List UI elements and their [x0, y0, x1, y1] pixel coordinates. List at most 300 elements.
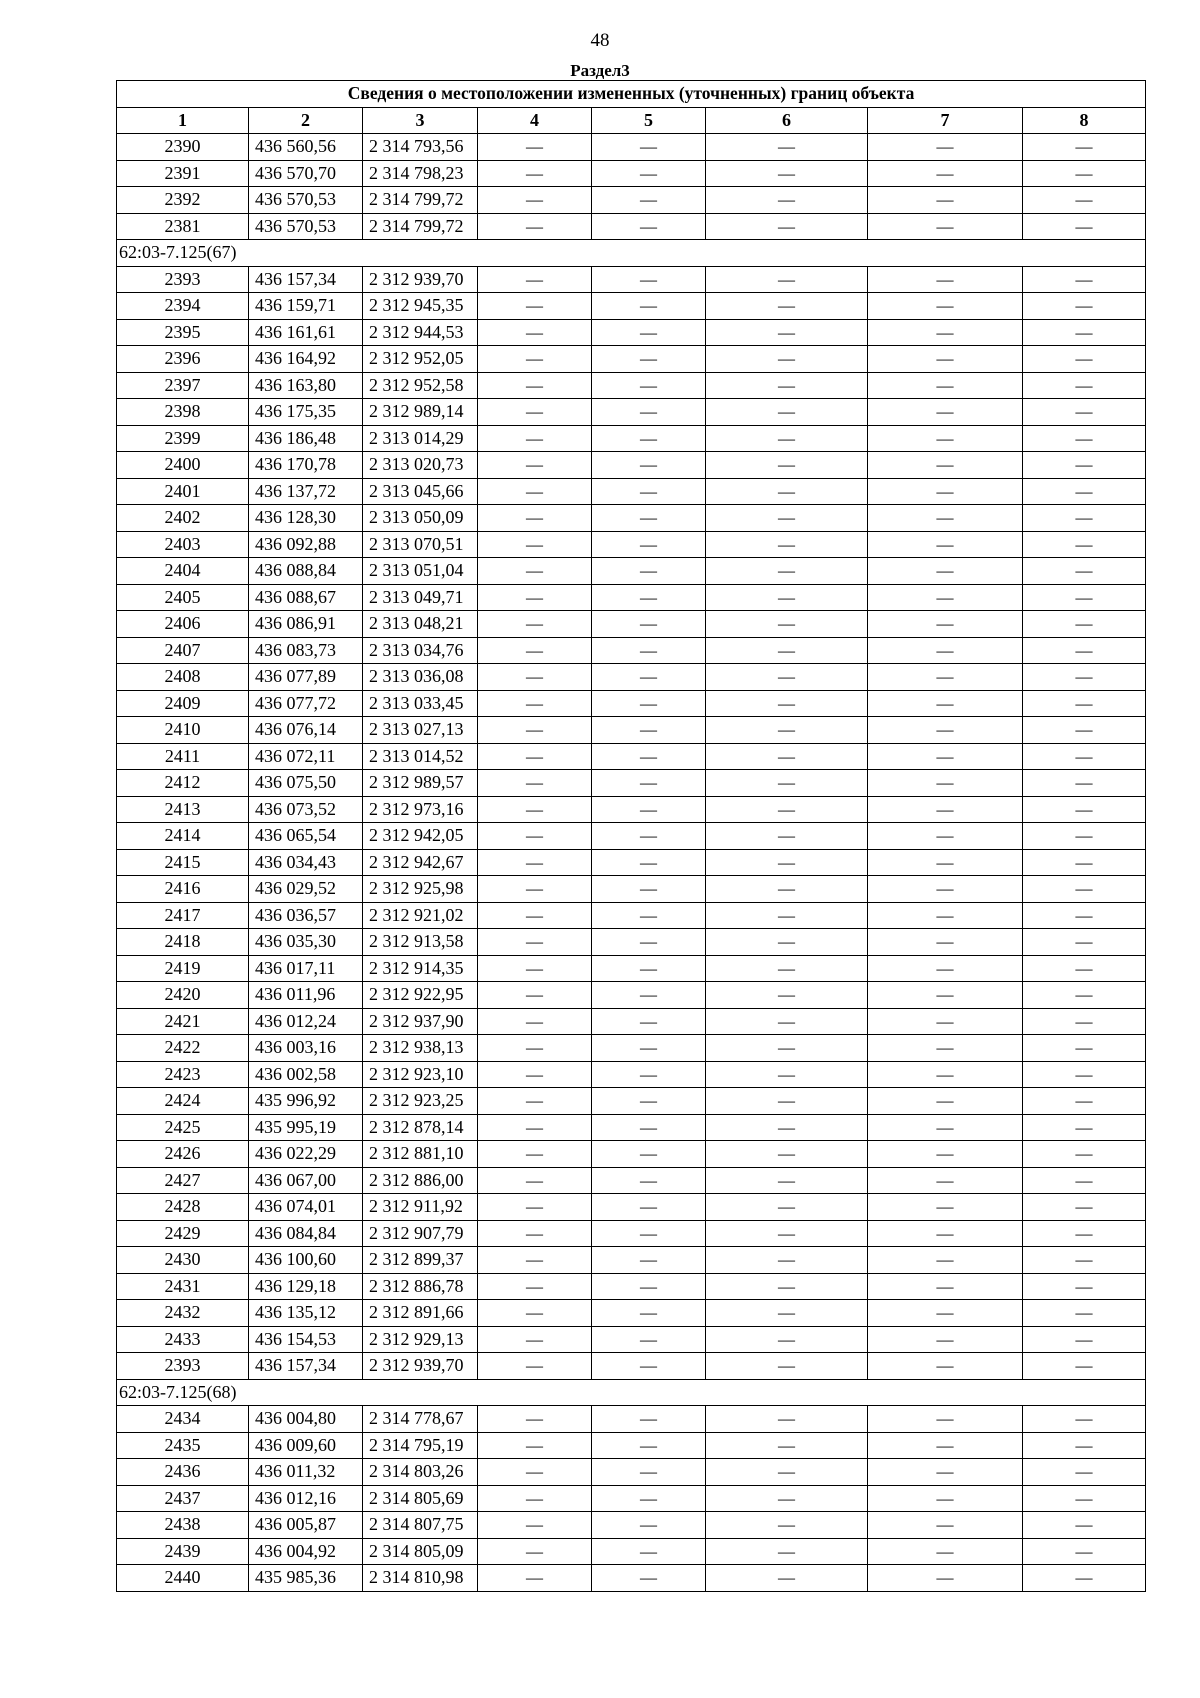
- y-coordinate-cell: 2 312 945,35: [363, 293, 478, 320]
- empty-value-dash: —: [592, 1300, 706, 1327]
- empty-value-dash: —: [868, 1220, 1023, 1247]
- empty-value-dash: —: [706, 823, 868, 850]
- empty-value-dash: —: [868, 372, 1023, 399]
- x-coordinate-cell: 436 161,61: [249, 319, 363, 346]
- empty-value-dash: —: [868, 531, 1023, 558]
- empty-value-dash: —: [592, 955, 706, 982]
- table-row: [117, 743, 1146, 770]
- x-coordinate-cell: 436 004,80: [249, 1406, 363, 1433]
- x-coordinate-cell: 436 135,12: [249, 1300, 363, 1327]
- section-title: Раздел3: [570, 61, 630, 80]
- empty-value-dash: —: [706, 399, 868, 426]
- empty-value-dash: —: [592, 611, 706, 638]
- x-coordinate-cell: 436 067,00: [249, 1167, 363, 1194]
- empty-value-dash: —: [868, 399, 1023, 426]
- empty-value-dash: —: [1023, 1008, 1146, 1035]
- table-row: [117, 611, 1146, 638]
- empty-value-dash: —: [868, 1353, 1023, 1380]
- y-coordinate-cell: 2 313 036,08: [363, 664, 478, 691]
- empty-value-dash: —: [592, 160, 706, 187]
- empty-value-dash: —: [592, 1273, 706, 1300]
- table-row: [117, 346, 1146, 373]
- empty-value-dash: —: [1023, 425, 1146, 452]
- empty-value-dash: —: [706, 796, 868, 823]
- y-coordinate-cell: 2 314 778,67: [363, 1406, 478, 1433]
- y-coordinate-cell: 2 312 921,02: [363, 902, 478, 929]
- empty-value-dash: —: [868, 452, 1023, 479]
- empty-value-dash: —: [478, 399, 592, 426]
- empty-value-dash: —: [478, 1485, 592, 1512]
- x-coordinate-cell: 436 164,92: [249, 346, 363, 373]
- empty-value-dash: —: [592, 372, 706, 399]
- empty-value-dash: —: [1023, 1273, 1146, 1300]
- empty-value-dash: —: [1023, 1220, 1146, 1247]
- empty-value-dash: —: [868, 1167, 1023, 1194]
- empty-value-dash: —: [478, 1300, 592, 1327]
- empty-value-dash: —: [478, 690, 592, 717]
- column-header-row: [117, 107, 1146, 134]
- empty-value-dash: —: [478, 637, 592, 664]
- column-header: 5: [592, 107, 706, 134]
- empty-value-dash: —: [592, 266, 706, 293]
- table-row: [117, 160, 1146, 187]
- table-row: [117, 1406, 1146, 1433]
- empty-value-dash: —: [1023, 637, 1146, 664]
- point-number-cell: 2415: [117, 849, 249, 876]
- point-number-cell: 2435: [117, 1432, 249, 1459]
- empty-value-dash: —: [592, 1459, 706, 1486]
- empty-value-dash: —: [868, 876, 1023, 903]
- y-coordinate-cell: 2 314 799,72: [363, 187, 478, 214]
- empty-value-dash: —: [868, 770, 1023, 797]
- empty-value-dash: —: [706, 1167, 868, 1194]
- point-number-cell: 2398: [117, 399, 249, 426]
- empty-value-dash: —: [1023, 1565, 1146, 1592]
- empty-value-dash: —: [868, 1273, 1023, 1300]
- empty-value-dash: —: [478, 346, 592, 373]
- empty-value-dash: —: [1023, 452, 1146, 479]
- empty-value-dash: —: [592, 1008, 706, 1035]
- table-row: [117, 929, 1146, 956]
- table-row: [117, 1538, 1146, 1565]
- point-number-cell: 2397: [117, 372, 249, 399]
- table-row: [117, 505, 1146, 532]
- empty-value-dash: —: [1023, 531, 1146, 558]
- table-row: [117, 1512, 1146, 1539]
- empty-value-dash: —: [478, 425, 592, 452]
- empty-value-dash: —: [868, 611, 1023, 638]
- empty-value-dash: —: [868, 823, 1023, 850]
- table-row: [117, 134, 1146, 161]
- column-header: 7: [868, 107, 1023, 134]
- y-coordinate-cell: 2 312 914,35: [363, 955, 478, 982]
- y-coordinate-cell: 2 312 989,57: [363, 770, 478, 797]
- x-coordinate-cell: 436 129,18: [249, 1273, 363, 1300]
- empty-value-dash: —: [592, 1088, 706, 1115]
- point-number-cell: 2425: [117, 1114, 249, 1141]
- table-row: [117, 1141, 1146, 1168]
- empty-value-dash: —: [868, 982, 1023, 1009]
- point-number-cell: 2412: [117, 770, 249, 797]
- empty-value-dash: —: [706, 266, 868, 293]
- empty-value-dash: —: [1023, 372, 1146, 399]
- empty-value-dash: —: [1023, 1485, 1146, 1512]
- parcel-group-label: 62:03-7.125(68): [117, 1379, 1146, 1406]
- point-number-cell: 2427: [117, 1167, 249, 1194]
- empty-value-dash: —: [868, 1114, 1023, 1141]
- x-coordinate-cell: 436 065,54: [249, 823, 363, 850]
- group-row: [117, 1379, 1146, 1406]
- empty-value-dash: —: [706, 982, 868, 1009]
- table-row: [117, 1326, 1146, 1353]
- empty-value-dash: —: [706, 1300, 868, 1327]
- empty-value-dash: —: [1023, 134, 1146, 161]
- point-number-cell: 2419: [117, 955, 249, 982]
- empty-value-dash: —: [1023, 293, 1146, 320]
- empty-value-dash: —: [1023, 558, 1146, 585]
- table-row: [117, 1008, 1146, 1035]
- empty-value-dash: —: [868, 478, 1023, 505]
- table-row: [117, 531, 1146, 558]
- empty-value-dash: —: [592, 213, 706, 240]
- empty-value-dash: —: [706, 584, 868, 611]
- point-number-cell: 2416: [117, 876, 249, 903]
- empty-value-dash: —: [706, 1008, 868, 1035]
- empty-value-dash: —: [706, 876, 868, 903]
- x-coordinate-cell: 435 996,92: [249, 1088, 363, 1115]
- y-coordinate-cell: 2 312 881,10: [363, 1141, 478, 1168]
- empty-value-dash: —: [1023, 1300, 1146, 1327]
- table-row: [117, 876, 1146, 903]
- y-coordinate-cell: 2 313 034,76: [363, 637, 478, 664]
- empty-value-dash: —: [1023, 1141, 1146, 1168]
- empty-value-dash: —: [592, 1141, 706, 1168]
- empty-value-dash: —: [478, 134, 592, 161]
- column-header: 1: [117, 107, 249, 134]
- empty-value-dash: —: [478, 1247, 592, 1274]
- empty-value-dash: —: [1023, 1114, 1146, 1141]
- y-coordinate-cell: 2 313 033,45: [363, 690, 478, 717]
- empty-value-dash: —: [592, 319, 706, 346]
- empty-value-dash: —: [592, 743, 706, 770]
- empty-value-dash: —: [478, 1538, 592, 1565]
- empty-value-dash: —: [478, 902, 592, 929]
- point-number-cell: 2424: [117, 1088, 249, 1115]
- empty-value-dash: —: [478, 372, 592, 399]
- point-number-cell: 2421: [117, 1008, 249, 1035]
- point-number-cell: 2422: [117, 1035, 249, 1062]
- x-coordinate-cell: 436 022,29: [249, 1141, 363, 1168]
- y-coordinate-cell: 2 314 793,56: [363, 134, 478, 161]
- x-coordinate-cell: 436 159,71: [249, 293, 363, 320]
- empty-value-dash: —: [706, 187, 868, 214]
- point-number-cell: 2418: [117, 929, 249, 956]
- point-number-cell: 2440: [117, 1565, 249, 1592]
- y-coordinate-cell: 2 313 070,51: [363, 531, 478, 558]
- empty-value-dash: —: [478, 319, 592, 346]
- x-coordinate-cell: 436 012,16: [249, 1485, 363, 1512]
- x-coordinate-cell: 436 137,72: [249, 478, 363, 505]
- empty-value-dash: —: [478, 1432, 592, 1459]
- empty-value-dash: —: [478, 1194, 592, 1221]
- empty-value-dash: —: [478, 1273, 592, 1300]
- empty-value-dash: —: [706, 1220, 868, 1247]
- x-coordinate-cell: 436 088,67: [249, 584, 363, 611]
- y-coordinate-cell: 2 313 050,09: [363, 505, 478, 532]
- point-number-cell: 2393: [117, 266, 249, 293]
- empty-value-dash: —: [478, 293, 592, 320]
- x-coordinate-cell: 436 002,58: [249, 1061, 363, 1088]
- empty-value-dash: —: [868, 1512, 1023, 1539]
- table-row: [117, 982, 1146, 1009]
- point-number-cell: 2434: [117, 1406, 249, 1433]
- point-number-cell: 2426: [117, 1141, 249, 1168]
- table-row: [117, 584, 1146, 611]
- y-coordinate-cell: 2 313 051,04: [363, 558, 478, 585]
- empty-value-dash: —: [1023, 823, 1146, 850]
- empty-value-dash: —: [1023, 478, 1146, 505]
- empty-value-dash: —: [706, 1512, 868, 1539]
- point-number-cell: 2407: [117, 637, 249, 664]
- y-coordinate-cell: 2 314 810,98: [363, 1565, 478, 1592]
- empty-value-dash: —: [1023, 1326, 1146, 1353]
- column-header: 3: [363, 107, 478, 134]
- empty-value-dash: —: [1023, 399, 1146, 426]
- empty-value-dash: —: [868, 1459, 1023, 1486]
- empty-value-dash: —: [1023, 319, 1146, 346]
- empty-value-dash: —: [1023, 505, 1146, 532]
- empty-value-dash: —: [706, 213, 868, 240]
- empty-value-dash: —: [1023, 929, 1146, 956]
- empty-value-dash: —: [868, 1485, 1023, 1512]
- table-row: [117, 213, 1146, 240]
- point-number-cell: 2408: [117, 664, 249, 691]
- empty-value-dash: —: [478, 717, 592, 744]
- empty-value-dash: —: [706, 690, 868, 717]
- empty-value-dash: —: [706, 1194, 868, 1221]
- empty-value-dash: —: [706, 531, 868, 558]
- empty-value-dash: —: [706, 319, 868, 346]
- empty-value-dash: —: [592, 425, 706, 452]
- empty-value-dash: —: [1023, 982, 1146, 1009]
- x-coordinate-cell: 435 995,19: [249, 1114, 363, 1141]
- empty-value-dash: —: [1023, 849, 1146, 876]
- empty-value-dash: —: [868, 319, 1023, 346]
- empty-value-dash: —: [478, 955, 592, 982]
- empty-value-dash: —: [868, 1326, 1023, 1353]
- y-coordinate-cell: 2 314 805,69: [363, 1485, 478, 1512]
- empty-value-dash: —: [592, 1353, 706, 1380]
- y-coordinate-cell: 2 314 798,23: [363, 160, 478, 187]
- y-coordinate-cell: 2 312 911,92: [363, 1194, 478, 1221]
- empty-value-dash: —: [592, 929, 706, 956]
- y-coordinate-cell: 2 312 913,58: [363, 929, 478, 956]
- x-coordinate-cell: 436 086,91: [249, 611, 363, 638]
- column-header: 2: [249, 107, 363, 134]
- empty-value-dash: —: [868, 690, 1023, 717]
- x-coordinate-cell: 435 985,36: [249, 1565, 363, 1592]
- table-row: [117, 796, 1146, 823]
- point-number-cell: 2438: [117, 1512, 249, 1539]
- table-row: [117, 266, 1146, 293]
- empty-value-dash: —: [592, 690, 706, 717]
- y-coordinate-cell: 2 312 923,25: [363, 1088, 478, 1115]
- empty-value-dash: —: [1023, 902, 1146, 929]
- empty-value-dash: —: [868, 187, 1023, 214]
- empty-value-dash: —: [478, 982, 592, 1009]
- point-number-cell: 2430: [117, 1247, 249, 1274]
- empty-value-dash: —: [478, 823, 592, 850]
- table-row: [117, 637, 1146, 664]
- empty-value-dash: —: [478, 187, 592, 214]
- empty-value-dash: —: [1023, 796, 1146, 823]
- table-caption-row: [117, 81, 1146, 108]
- empty-value-dash: —: [706, 293, 868, 320]
- table-row: [117, 1220, 1146, 1247]
- empty-value-dash: —: [592, 902, 706, 929]
- point-number-cell: 2429: [117, 1220, 249, 1247]
- empty-value-dash: —: [1023, 213, 1146, 240]
- x-coordinate-cell: 436 009,60: [249, 1432, 363, 1459]
- empty-value-dash: —: [706, 134, 868, 161]
- empty-value-dash: —: [478, 1220, 592, 1247]
- empty-value-dash: —: [478, 770, 592, 797]
- empty-value-dash: —: [478, 876, 592, 903]
- empty-value-dash: —: [1023, 611, 1146, 638]
- empty-value-dash: —: [868, 1061, 1023, 1088]
- x-coordinate-cell: 436 073,52: [249, 796, 363, 823]
- column-header: 8: [1023, 107, 1146, 134]
- x-coordinate-cell: 436 004,92: [249, 1538, 363, 1565]
- empty-value-dash: —: [592, 1194, 706, 1221]
- y-coordinate-cell: 2 312 944,53: [363, 319, 478, 346]
- empty-value-dash: —: [1023, 1247, 1146, 1274]
- y-coordinate-cell: 2 312 878,14: [363, 1114, 478, 1141]
- table-row: [117, 452, 1146, 479]
- empty-value-dash: —: [1023, 266, 1146, 293]
- empty-value-dash: —: [592, 717, 706, 744]
- empty-value-dash: —: [868, 1565, 1023, 1592]
- empty-value-dash: —: [592, 1035, 706, 1062]
- empty-value-dash: —: [706, 955, 868, 982]
- empty-value-dash: —: [868, 1247, 1023, 1274]
- empty-value-dash: —: [592, 637, 706, 664]
- empty-value-dash: —: [478, 1459, 592, 1486]
- empty-value-dash: —: [478, 213, 592, 240]
- empty-value-dash: —: [706, 478, 868, 505]
- x-coordinate-cell: 436 084,84: [249, 1220, 363, 1247]
- y-coordinate-cell: 2 313 020,73: [363, 452, 478, 479]
- x-coordinate-cell: 436 011,96: [249, 982, 363, 1009]
- empty-value-dash: —: [868, 1035, 1023, 1062]
- y-coordinate-cell: 2 312 886,78: [363, 1273, 478, 1300]
- empty-value-dash: —: [1023, 187, 1146, 214]
- empty-value-dash: —: [868, 664, 1023, 691]
- empty-value-dash: —: [868, 134, 1023, 161]
- empty-value-dash: —: [592, 849, 706, 876]
- empty-value-dash: —: [478, 1167, 592, 1194]
- empty-value-dash: —: [706, 1459, 868, 1486]
- x-coordinate-cell: 436 005,87: [249, 1512, 363, 1539]
- empty-value-dash: —: [592, 1220, 706, 1247]
- empty-value-dash: —: [706, 1247, 868, 1274]
- empty-value-dash: —: [868, 1008, 1023, 1035]
- empty-value-dash: —: [592, 505, 706, 532]
- x-coordinate-cell: 436 560,56: [249, 134, 363, 161]
- table-row: [117, 1300, 1146, 1327]
- empty-value-dash: —: [592, 346, 706, 373]
- point-number-cell: 2433: [117, 1326, 249, 1353]
- table-row: [117, 372, 1146, 399]
- y-coordinate-cell: 2 312 907,79: [363, 1220, 478, 1247]
- y-coordinate-cell: 2 312 942,67: [363, 849, 478, 876]
- empty-value-dash: —: [706, 929, 868, 956]
- empty-value-dash: —: [868, 505, 1023, 532]
- empty-value-dash: —: [868, 1538, 1023, 1565]
- empty-value-dash: —: [1023, 584, 1146, 611]
- empty-value-dash: —: [1023, 876, 1146, 903]
- point-number-cell: 2405: [117, 584, 249, 611]
- point-number-cell: 2436: [117, 1459, 249, 1486]
- empty-value-dash: —: [478, 505, 592, 532]
- empty-value-dash: —: [478, 796, 592, 823]
- empty-value-dash: —: [868, 902, 1023, 929]
- point-number-cell: 2392: [117, 187, 249, 214]
- table-row: [117, 902, 1146, 929]
- point-number-cell: 2414: [117, 823, 249, 850]
- x-coordinate-cell: 436 011,32: [249, 1459, 363, 1486]
- empty-value-dash: —: [1023, 1406, 1146, 1433]
- empty-value-dash: —: [478, 1406, 592, 1433]
- empty-value-dash: —: [706, 611, 868, 638]
- empty-value-dash: —: [478, 743, 592, 770]
- empty-value-dash: —: [1023, 743, 1146, 770]
- empty-value-dash: —: [592, 1406, 706, 1433]
- x-coordinate-cell: 436 570,70: [249, 160, 363, 187]
- empty-value-dash: —: [592, 1565, 706, 1592]
- empty-value-dash: —: [706, 1406, 868, 1433]
- table-row: [117, 1114, 1146, 1141]
- x-coordinate-cell: 436 100,60: [249, 1247, 363, 1274]
- empty-value-dash: —: [706, 1035, 868, 1062]
- empty-value-dash: —: [1023, 1035, 1146, 1062]
- table-row: [117, 1565, 1146, 1592]
- table-row: [117, 187, 1146, 214]
- empty-value-dash: —: [868, 1194, 1023, 1221]
- empty-value-dash: —: [706, 1432, 868, 1459]
- table-row: [117, 1088, 1146, 1115]
- table-caption: Сведения о местоположении измененных (уточненных) границ объекта: [117, 81, 1146, 108]
- point-number-cell: 2428: [117, 1194, 249, 1221]
- y-coordinate-cell: 2 314 799,72: [363, 213, 478, 240]
- point-number-cell: 2393: [117, 1353, 249, 1380]
- table-row: [117, 558, 1146, 585]
- group-row: [117, 240, 1146, 267]
- empty-value-dash: —: [592, 452, 706, 479]
- empty-value-dash: —: [478, 1512, 592, 1539]
- empty-value-dash: —: [592, 558, 706, 585]
- empty-value-dash: —: [868, 1432, 1023, 1459]
- empty-value-dash: —: [706, 160, 868, 187]
- empty-value-dash: —: [706, 1088, 868, 1115]
- empty-value-dash: —: [868, 293, 1023, 320]
- y-coordinate-cell: 2 312 929,13: [363, 1326, 478, 1353]
- x-coordinate-cell: 436 077,72: [249, 690, 363, 717]
- empty-value-dash: —: [706, 1273, 868, 1300]
- empty-value-dash: —: [592, 664, 706, 691]
- empty-value-dash: —: [592, 1061, 706, 1088]
- empty-value-dash: —: [478, 1035, 592, 1062]
